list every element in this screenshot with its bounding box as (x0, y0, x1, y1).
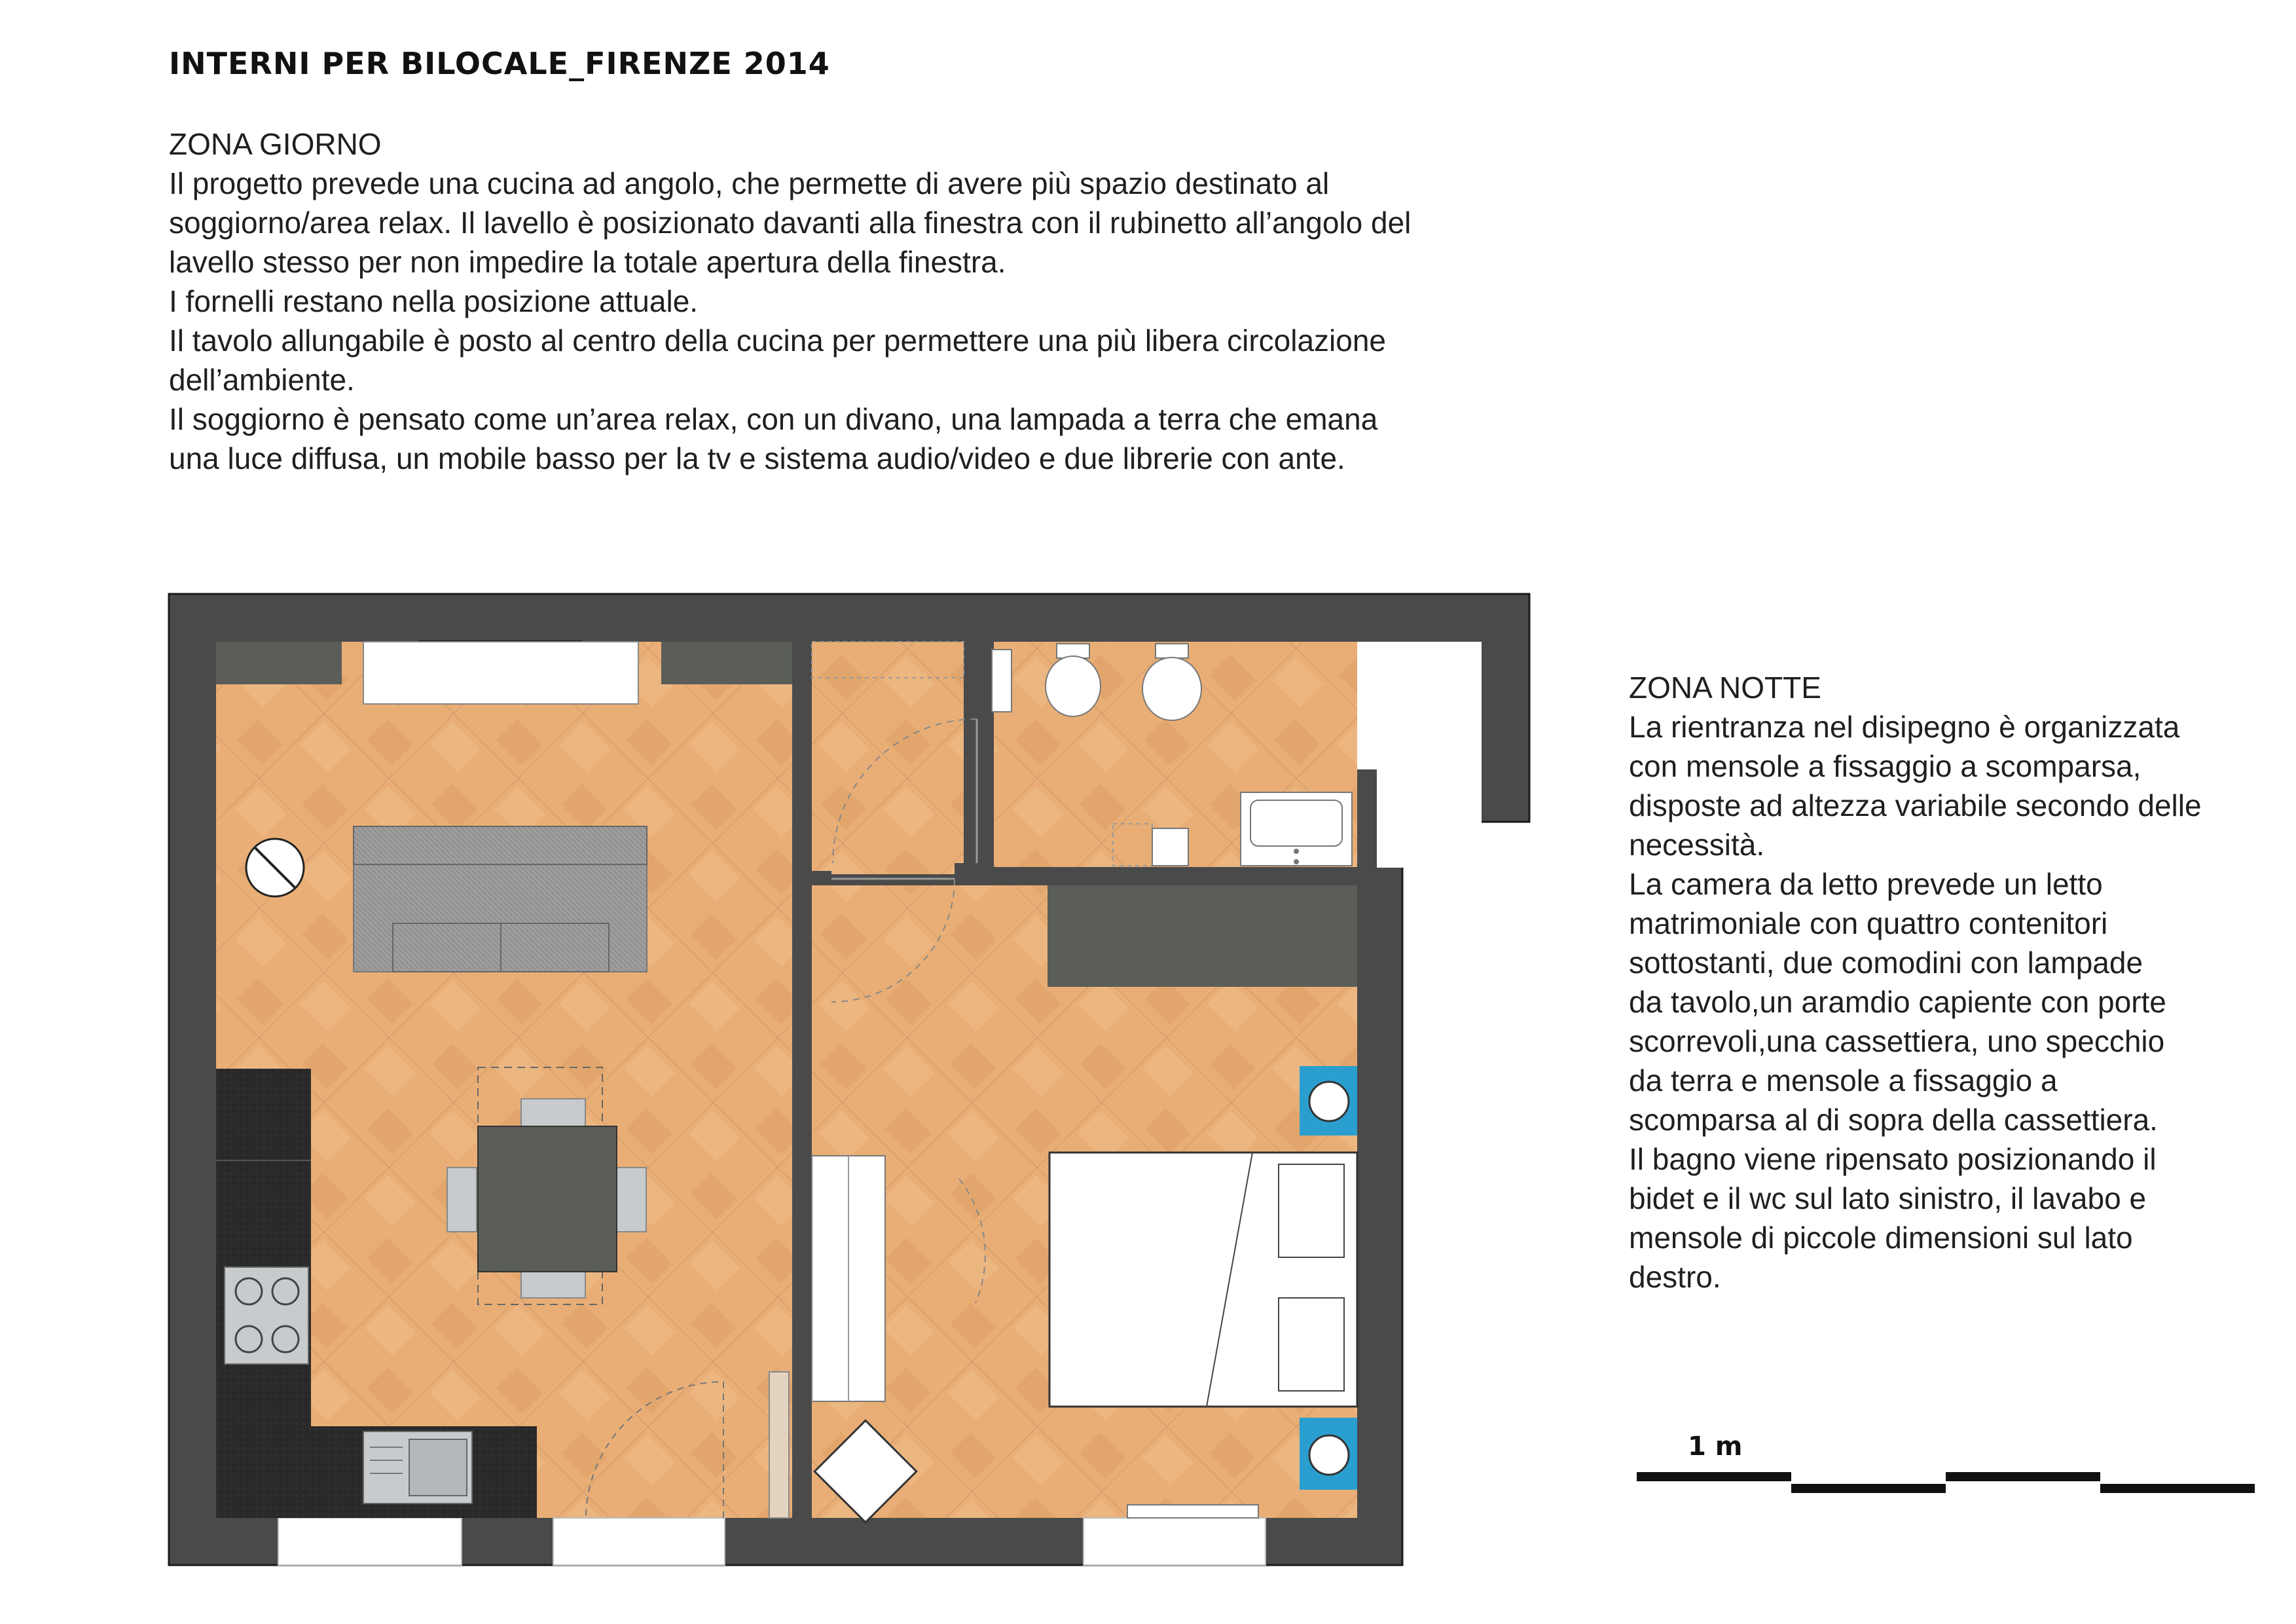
bedroom-bench (1127, 1505, 1258, 1518)
page-title: INTERNI PER BILOCALE_FIRENZE 2014 (169, 46, 830, 81)
zona-notte-line: scorrevoli,una cassettiera, uno specchio (1629, 1024, 2165, 1058)
zona-notte-line: mensole di piccole dimensioni sul lato (1629, 1221, 2133, 1255)
dresser (812, 1156, 885, 1401)
zona-giorno-line: Il tavolo allungabile è posto al centro della cucina per permettere una più libera circolazione (169, 323, 1387, 358)
bookcase-right (661, 642, 792, 684)
zona-notte-line: La camera da letto prevede un letto (1629, 867, 2103, 901)
zona-giorno-line: Il progetto prevede una cucina ad angolo, che permette di avere più spazio destinato al (169, 166, 1330, 200)
scale-label: 1 m (1688, 1431, 1743, 1462)
washbasin (1241, 792, 1352, 866)
zona-notte-line: Il bagno viene ripensato posizionando il (1629, 1142, 2157, 1176)
zona-notte-line: matrimoniale con quattro contenitori (1629, 906, 2108, 940)
zona-notte-line: La rientranza nel disipegno è organizzata (1629, 710, 2180, 744)
zona-notte-line: sottostanti, due comodini con lampade (1629, 946, 2143, 980)
zona-notte-heading: ZONA NOTTE (1629, 671, 1821, 705)
floor-lamp (246, 839, 304, 896)
zona-notte-line: da terra e mensole a fissaggio a (1629, 1063, 2058, 1098)
bookcase-left (216, 642, 342, 684)
bathroom-shelf (992, 650, 1011, 712)
zona-notte-line: con mensole a fissaggio a scomparsa, (1629, 749, 2141, 783)
zona-giorno-line: Il soggiorno è pensato come un’area relax, con un divano, una lampada a terra che emana (169, 402, 1378, 436)
zona-giorno-heading: ZONA GIORNO (169, 127, 382, 161)
nightstand-bottom (1300, 1418, 1357, 1490)
sofa (354, 826, 647, 972)
zona-notte-line: bidet e il wc sul lato sinistro, il lavabo e (1629, 1181, 2147, 1215)
double-bed (1049, 1153, 1357, 1407)
zona-giorno-line: una luce diffusa, un mobile basso per la tv e sistema audio/video e due librerie con ante. (169, 441, 1345, 475)
zona-giorno-line: lavello stesso per non impedire la totale apertura della finestra. (169, 245, 1006, 279)
zona-giorno-line: dell’ambiente. (169, 363, 355, 397)
zona-giorno-line: soggiorno/area relax. Il lavello è posizionato davanti alla finestra con il rubinetto all’angolo del (169, 206, 1412, 240)
nightstand-top (1300, 1066, 1357, 1135)
zona-notte-line: disposte ad altezza variabile secondo delle (1629, 788, 2202, 822)
wardrobe (1048, 885, 1357, 987)
stove (225, 1267, 308, 1364)
zona-notte-line: destro. (1629, 1260, 1721, 1294)
scale-bar (1637, 1472, 2255, 1493)
zona-notte-line: scomparsa al di sopra della cassettiera. (1629, 1103, 2158, 1137)
zona-notte-line: da tavolo,un aramdio capiente con porte (1629, 985, 2166, 1019)
kitchen-sink (363, 1431, 472, 1504)
zona-giorno-line: I fornelli restano nella posizione attuale. (169, 284, 699, 318)
zona-notte-line: necessità. (1629, 828, 1765, 862)
tv-cabinet (363, 642, 638, 704)
